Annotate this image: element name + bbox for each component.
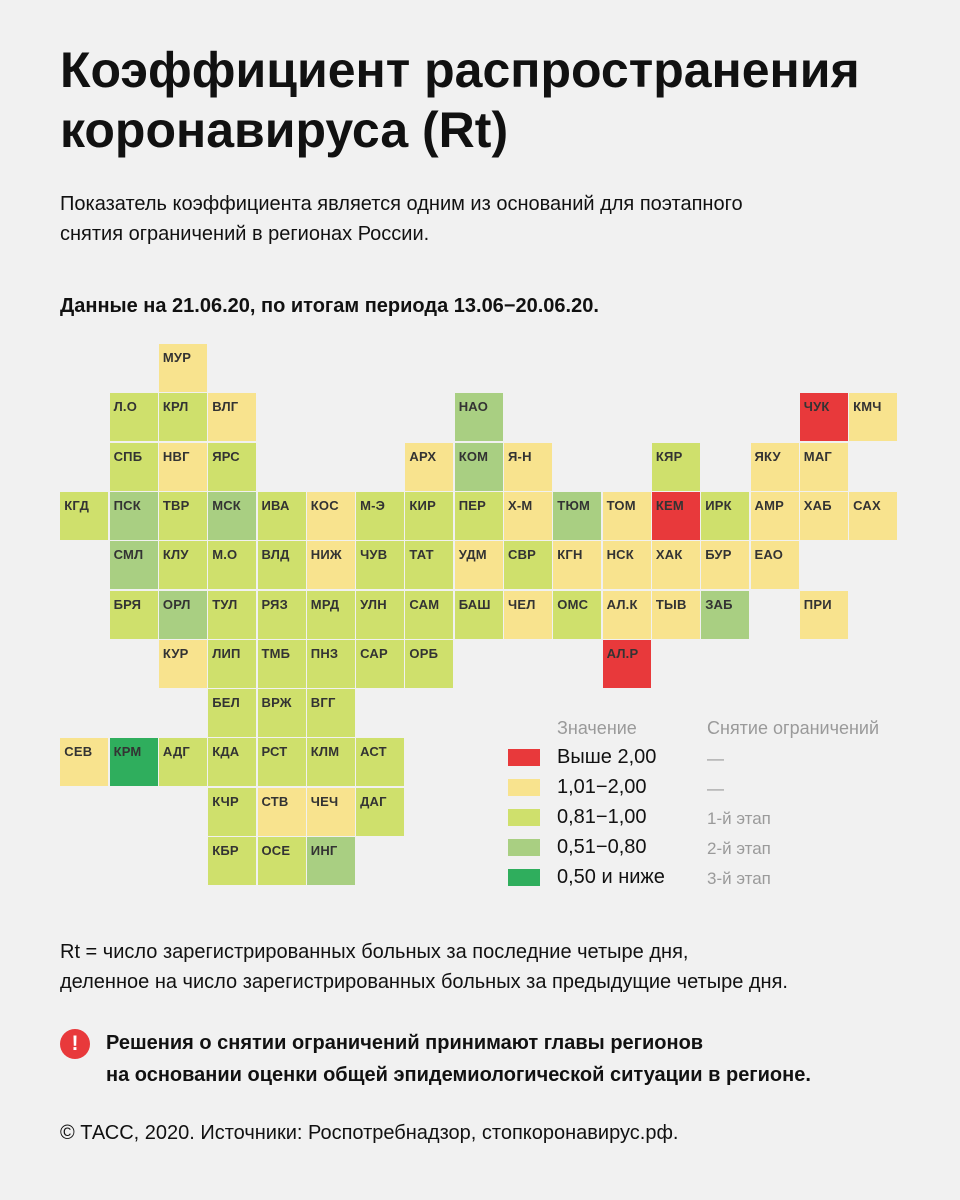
region-tile: ИВА — [258, 492, 306, 540]
region-tile: КУР — [159, 640, 207, 688]
region-tile: КДА — [208, 738, 256, 786]
legend-value: Выше 2,00 — [557, 746, 657, 768]
region-tile: КЛМ — [307, 738, 355, 786]
subtitle-line-2: снятия ограничений в регионах России. — [60, 223, 430, 245]
region-tile: ЯРС — [208, 443, 256, 491]
legend-stage: 3-й этап — [707, 869, 771, 888]
region-tile: КМЧ — [849, 393, 897, 441]
legend-stage: 2-й этап — [707, 839, 771, 858]
region-tile: КЕМ — [652, 492, 700, 540]
region-tile: АДГ — [159, 738, 207, 786]
legend-swatch — [508, 749, 540, 766]
region-tile: СЕВ — [60, 738, 108, 786]
region-tile: МРД — [307, 591, 355, 639]
region-tile: НАО — [455, 393, 503, 441]
formula-line-1: Rt = число зарегистрированных больных за последние четыре дня, — [60, 941, 689, 963]
legend-swatch — [508, 869, 540, 886]
region-tile: ХАБ — [800, 492, 848, 540]
region-tile: НИЖ — [307, 541, 355, 589]
legend-item — [508, 832, 928, 862]
region-tile: АЛ.Р — [603, 640, 651, 688]
region-tile: ТВР — [159, 492, 207, 540]
region-tile: КГД — [60, 492, 108, 540]
region-tile: БРЯ — [110, 591, 158, 639]
region-tile: ОРЛ — [159, 591, 207, 639]
region-tile: АМР — [751, 492, 799, 540]
region-tile: КЛУ — [159, 541, 207, 589]
legend-stage-header: Снятие ограничений — [707, 718, 880, 738]
subtitle-line-1: Показатель коэффициента является одним из оснований для поэтапного — [60, 193, 743, 215]
region-tile: ЧЕЛ — [504, 591, 552, 639]
region-tile: ХАК — [652, 541, 700, 589]
region-tile: Л.О — [110, 393, 158, 441]
region-tile: РСТ — [258, 738, 306, 786]
region-tile: ОРБ — [405, 640, 453, 688]
region-tile: НСК — [603, 541, 651, 589]
region-tile: ПНЗ — [307, 640, 355, 688]
formula-line-2: деленное на число зарегистрированных больных за предыдущие четыре дня. — [60, 971, 788, 993]
region-tile: БУР — [701, 541, 749, 589]
legend-stage: — — [707, 779, 724, 798]
region-tile: АСТ — [356, 738, 404, 786]
region-tile: КРМ — [110, 738, 158, 786]
page-title — [60, 40, 920, 160]
region-tile: ВЛГ — [208, 393, 256, 441]
region-tile: КЯР — [652, 443, 700, 491]
warning-line-2: на основании оценки общей эпидемиологической ситуации в регионе. — [106, 1064, 811, 1086]
region-tile: ДАГ — [356, 788, 404, 836]
region-tile: ВЛД — [258, 541, 306, 589]
region-tile: ТЫВ — [652, 591, 700, 639]
warning-note — [106, 1027, 926, 1091]
region-tile: ПРИ — [800, 591, 848, 639]
warning-icon: ! — [60, 1029, 90, 1059]
region-tile: БЕЛ — [208, 689, 256, 737]
region-tile: ЧУВ — [356, 541, 404, 589]
region-tile: ОМС — [553, 591, 601, 639]
region-tile: ПСК — [110, 492, 158, 540]
region-tile: СВР — [504, 541, 552, 589]
region-tile: ЗАБ — [701, 591, 749, 639]
region-tile: РЯЗ — [258, 591, 306, 639]
region-tile: САР — [356, 640, 404, 688]
region-tile: ТОМ — [603, 492, 651, 540]
region-tile: САМ — [405, 591, 453, 639]
region-tile: БАШ — [455, 591, 503, 639]
region-tile: КРЛ — [159, 393, 207, 441]
legend-stage: 1-й этап — [707, 809, 771, 828]
region-tile: НВГ — [159, 443, 207, 491]
region-tile: АРХ — [405, 443, 453, 491]
region-tile: КБР — [208, 837, 256, 885]
region-tile: СМЛ — [110, 541, 158, 589]
legend-item — [508, 862, 928, 892]
data-date: Данные на 21.06.20, по итогам периода 13.06−20.06.20. — [60, 295, 599, 317]
legend-item — [508, 802, 928, 832]
region-tile: ЧЕЧ — [307, 788, 355, 836]
region-tile: КОС — [307, 492, 355, 540]
region-tile: КИР — [405, 492, 453, 540]
subtitle — [60, 189, 920, 249]
region-tile: ВГГ — [307, 689, 355, 737]
region-tile: М.О — [208, 541, 256, 589]
region-tile: АЛ.К — [603, 591, 651, 639]
region-tile: Х-М — [504, 492, 552, 540]
legend-swatch — [508, 779, 540, 796]
region-tile: КЧР — [208, 788, 256, 836]
warning-line-1: Решения о снятии ограничений принимают главы регионов — [106, 1032, 704, 1054]
region-tile: СПБ — [110, 443, 158, 491]
region-tile: КГН — [553, 541, 601, 589]
region-tile: Я-Н — [504, 443, 552, 491]
legend-swatch — [508, 809, 540, 826]
legend-value: 0,51−0,80 — [557, 836, 647, 858]
region-tile: КОМ — [455, 443, 503, 491]
region-tile: ЧУК — [800, 393, 848, 441]
region-tile: М-Э — [356, 492, 404, 540]
region-tile: ОСЕ — [258, 837, 306, 885]
source-credit: © ТАСС, 2020. Источники: Роспотребнадзор, стопкоронавирус.рф. — [60, 1122, 679, 1144]
region-tile: ТЮМ — [553, 492, 601, 540]
region-tile: ИРК — [701, 492, 749, 540]
region-tile: ИНГ — [307, 837, 355, 885]
region-tile: САХ — [849, 492, 897, 540]
legend-item — [508, 772, 928, 802]
region-tile: ЯКУ — [751, 443, 799, 491]
region-tile: МСК — [208, 492, 256, 540]
region-tile: ТМБ — [258, 640, 306, 688]
legend-value: 1,01−2,00 — [557, 776, 647, 798]
title-line-1: Коэффициент распространения — [60, 42, 860, 98]
region-tile: МУР — [159, 344, 207, 392]
region-tile: УЛН — [356, 591, 404, 639]
region-tile: ЕАО — [751, 541, 799, 589]
title-line-2: коронавируса (Rt) — [60, 102, 509, 158]
legend-swatch — [508, 839, 540, 856]
region-tile: ВРЖ — [258, 689, 306, 737]
region-tile: СТВ — [258, 788, 306, 836]
legend-stage: — — [707, 749, 724, 768]
region-tile: МАГ — [800, 443, 848, 491]
region-tile: УДМ — [455, 541, 503, 589]
legend-value: 0,50 и ниже — [557, 866, 665, 888]
legend-value-header: Значение — [557, 718, 637, 738]
legend-value: 0,81−1,00 — [557, 806, 647, 828]
formula-note — [60, 937, 940, 997]
region-tile: ТУЛ — [208, 591, 256, 639]
region-tile: ПЕР — [455, 492, 503, 540]
region-tile: ЛИП — [208, 640, 256, 688]
legend-item — [508, 742, 928, 772]
region-tile: ТАТ — [405, 541, 453, 589]
